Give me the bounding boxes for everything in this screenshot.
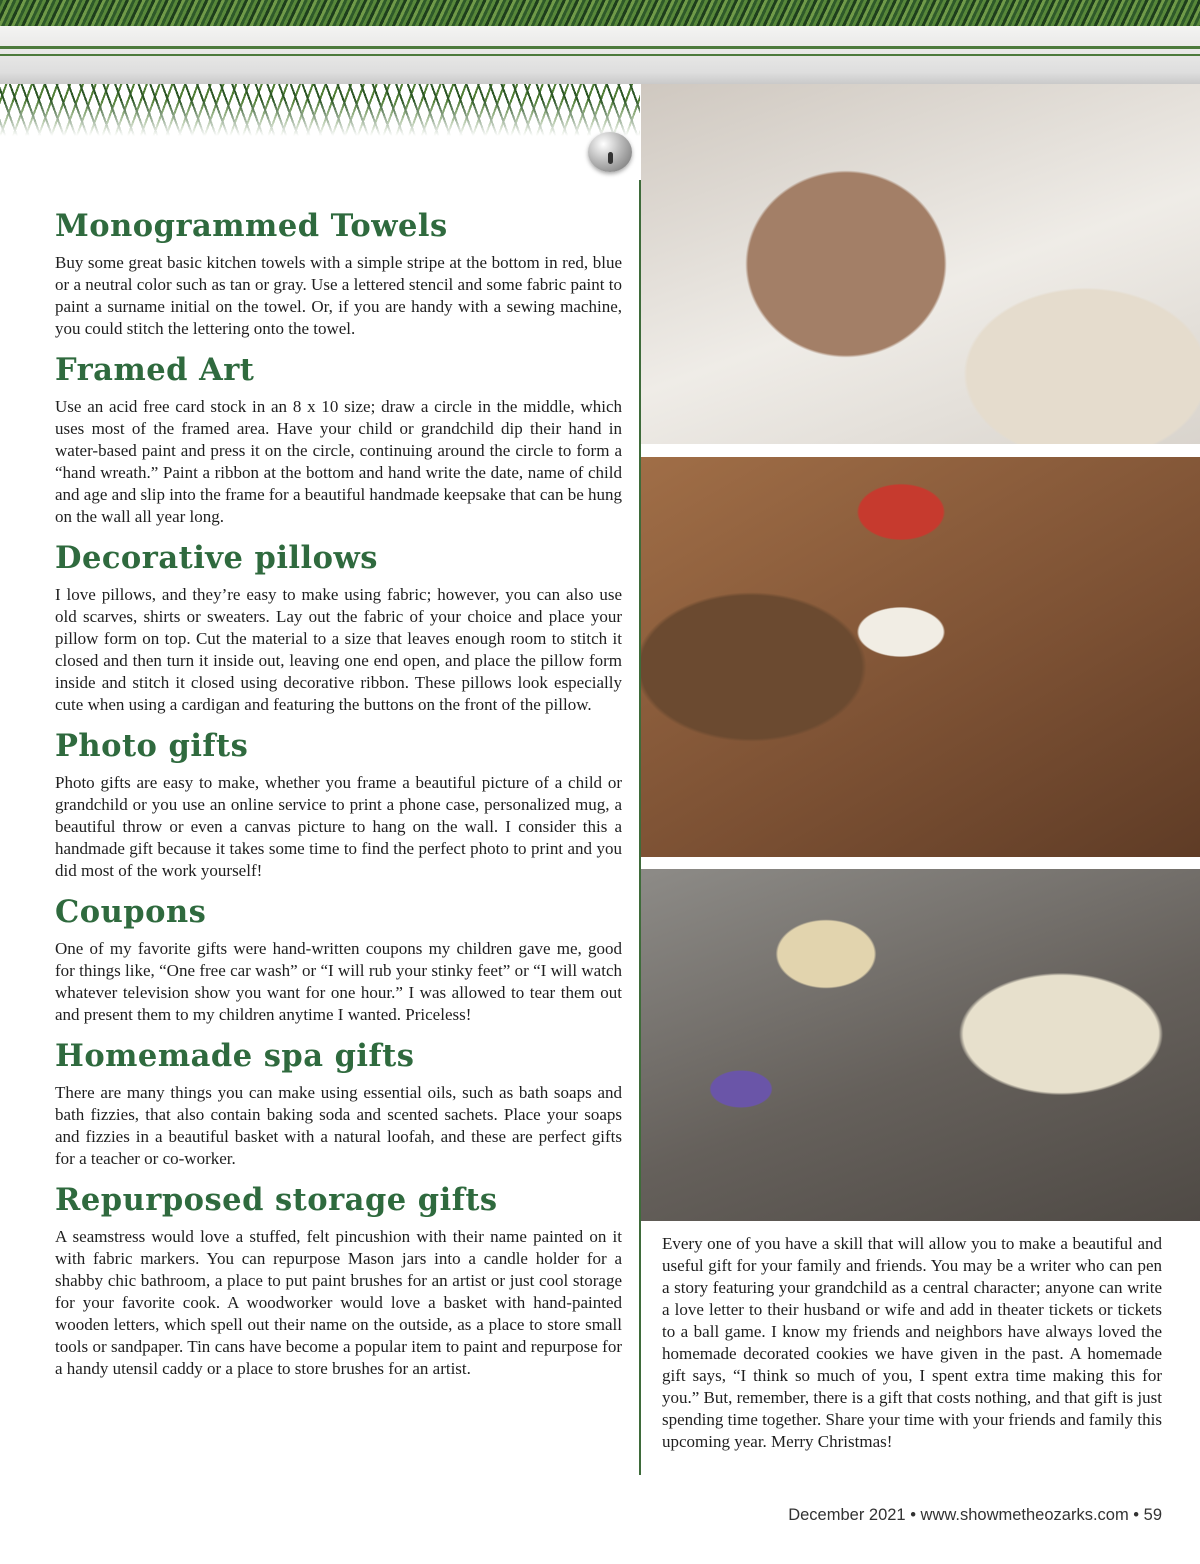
jingle-bell-icon [588, 132, 632, 172]
section-heading: Framed Art [55, 352, 255, 388]
section-body: I love pillows, and they’re easy to make using fabric; however, you can also use old scarves, shirts or sweaters. Lay out the fabric of your choice and place your pillow form on top. Cut the material to a size that leaves enough room to stitch it closed and then turn it inside out, leaving one end open, and place the pillow form inside and stitch it closed using decorative ribbon. These pillows look especially cute when using a cardigan and featuring the buttons on the front of the pillow. [55, 585, 622, 714]
section-body: Buy some great basic kitchen towels with a simple stripe at the bottom in red, blue or a neutral color such as tan or gray. Use a lettered stencil and some fabric paint to paint a surname initial on the towel. Or, if you are handy with a sewing machine, you could stitch the lettering onto the towel. [55, 253, 622, 338]
section-homemade-spa-gifts [55, 1037, 622, 1170]
green-rule [0, 54, 1200, 56]
section-monogrammed-towels [55, 207, 622, 340]
section-body: There are many things you can make using essential oils, such as bath soaps and bath fizzies, that also contain baking soda and scented sachets. Place your soaps and fizzies in a beautiful basket with a natural loofah, and these are perfect gifts for a teacher or co-worker. [55, 1083, 622, 1168]
section-heading: Homemade spa gifts [55, 1038, 415, 1074]
section-heading: Coupons [55, 894, 207, 930]
section-heading: Monogrammed Towels [55, 208, 448, 244]
photo-girl-writing-cards [641, 457, 1200, 857]
green-rule [0, 46, 1200, 49]
section-body: A seamstress would love a stuffed, felt pincushion with their name painted on it with fabric markers. You can repurpose Mason jars into a candle holder for a shabby chic bathroom, a place to put paint brushes for an artist or just cool storage for your favorite cook. A woodworker would love a basket with hand-painted wooden letters, which spell out their name on the outside, as a place to store small tools or sandpaper. Tin cans have become a popular item to paint and repurpose for a handy utensil caddy or a place to store brushes for an artist. [55, 1227, 622, 1378]
section-coupons [55, 893, 622, 1026]
column-divider [639, 180, 641, 1475]
section-framed-art [55, 351, 622, 528]
pine-garland-bottom [0, 84, 640, 136]
section-body: Photo gifts are easy to make, whether you frame a beautiful picture of a child or grandchild or you use an online service to print a phone case, personalized mug, a beautiful throw or even a canvas picture to hang on the wall. I consider this a handmade gift because it takes some time to find the perfect photo to print and you did most of the work yourself! [55, 773, 622, 880]
section-photo-gifts [55, 727, 622, 882]
section-heading: Decorative pillows [55, 540, 378, 576]
pine-garland-top [0, 0, 1200, 26]
header-band [0, 26, 1200, 84]
section-decorative-pillows [55, 539, 622, 716]
section-body: Use an acid free card stock in an 8 x 10 size; draw a circle in the middle, which uses most of the framed area. Have your child or grandchild dip their hand in water-based paint and press it on the circle, continuing around the circle to form a “hand wreath.” Paint a ribbon at the bottom and hand write the date, name of child and age and slip into the frame for a beautiful handmade keepsake that can be hung on the wall all year long. [55, 397, 622, 526]
section-heading: Photo gifts [55, 728, 249, 764]
page-footer: December 2021 • www.showmetheozarks.com • 59 [788, 1506, 1162, 1524]
closing-paragraph: Every one of you have a skill that will allow you to make a beautiful and useful gift for your family and friends. You may be a writer who can pen a story featuring your grandchild as a central character; anyone can write a love letter to their husband or wife and add in theater tickets or tickets to a ball game. I know my friends and neighbors have always loved the homemade decorated cookies we have given in the past. A homemade gift says, “I think so much of you, I spent extra time making this for you.” But, remember, there is a gift that costs nothing, and that gift is just spending time together. Share your time with your friends and family this upcoming year. Merry Christmas! [662, 1234, 1162, 1451]
section-heading: Repurposed storage gifts [55, 1182, 498, 1218]
section-repurposed-storage-gifts [55, 1181, 622, 1380]
photo-knit-pillows [641, 84, 1200, 444]
photo-lavender-soaps [641, 869, 1200, 1221]
article-column [55, 207, 622, 1391]
section-body: One of my favorite gifts were hand-written coupons my children gave me, good for things like, “One free car wash” or “I will rub your stinky feet” or “I will watch whatever television show you want for one hour.” I was allowed to tear them out and present them to my children anytime I wanted. Priceless! [55, 939, 622, 1024]
